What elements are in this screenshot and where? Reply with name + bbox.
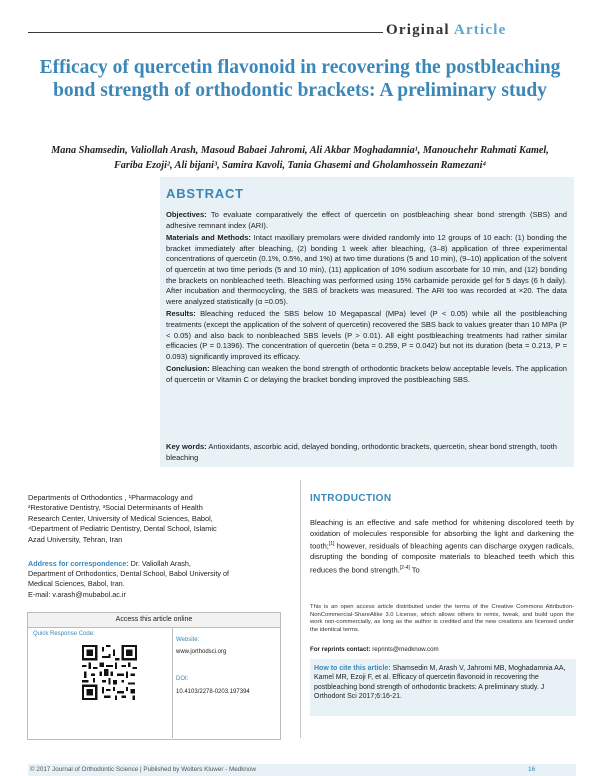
keywords (166, 442, 567, 463)
doi-link[interactable]: 10.4103/2278-0203.197394 (176, 689, 250, 695)
abstract-body (166, 210, 567, 388)
reprints-email[interactable]: reprints@medknow.com (372, 646, 439, 653)
doi-label: DOI: (176, 676, 189, 682)
introduction-body (310, 518, 574, 576)
access-box-divider (172, 628, 173, 738)
objectives-text: To evaluate comparatively the effect of quercetin on postbleaching shear bond strength (SBS) and adhesive remnant index (ARI). (166, 210, 567, 230)
affiliations (28, 493, 278, 545)
correspondence-line: Medical Sciences, Babol, Iran. (28, 579, 125, 589)
correspondence-email[interactable]: E-mail: v.arash@mubabol.ac.ir (28, 589, 126, 599)
abstract-conclusion (166, 364, 567, 385)
results-label: Results: (166, 309, 196, 319)
keywords-label: Key words: (166, 442, 207, 451)
conclusion-label: Conclusion: (166, 364, 210, 374)
article-type-word1: Original (386, 22, 450, 38)
affiliation-line: Azad University, Tehran, Iran (28, 534, 123, 544)
license-notice: This is an open access article distributed under the terms of the Creative Commons Attribution-NonCommercial-ShareAlike 3.0 License, which allows others to remix, tweak, and build upon the work non-commercially, as long as the author is credited and the new creations are licensed under the identical terms. (310, 604, 574, 633)
reprints-label: For reprints contact: (310, 646, 371, 653)
abstract-results (166, 309, 567, 362)
correspondence-label: Address for correspondence: (28, 559, 129, 568)
reprints-contact (310, 646, 574, 653)
citation-label: How to cite this article: (314, 665, 391, 672)
article-type-label (386, 22, 506, 39)
author-line-2: Fariba Ezoji², Ali bijani³, Samira Kavoli, Tania Ghasemi and Gholamhossein Ramezani⁴ (113, 160, 487, 171)
column-divider (300, 480, 301, 738)
intro-text: Bleaching is an effective and safe method for whitening discolored teeth by oxidation of molecules responsible for absorbing the light and darkening the tooth; (310, 518, 574, 551)
article-title: Efficacy of quercetin flavonoid in recovering the postbleaching bond strength of orthodontic brackets: A preliminary study (39, 57, 561, 101)
reference-marker[interactable]: [2-4] (399, 564, 410, 571)
qr-code-label: Quick Response Code: (33, 631, 95, 637)
reference-marker[interactable]: [1] (328, 541, 335, 548)
conclusion-text: Bleaching can weaken the bond strength of orthodontic brackets below acceptable levels. The application of quercetin or Vitamin C or delaying the bracket bonding improved the postbleaching SBS. (166, 364, 567, 384)
access-online-title: Access this article online (28, 613, 280, 628)
footer-copyright: © 2017 Journal of Orthodontic Science | Published by Wolters Kluwer - Medknow (30, 766, 256, 773)
correspondence-name: Dr. Valiollah Arash, (130, 559, 191, 568)
header-rule (28, 32, 383, 33)
correspondence-line: Department of Orthodontics, Dental School, Babol University of (28, 569, 229, 579)
citation-text: Shamsedin M, Arash V, Jahromi MB, Moghadamnia AA, Kamel MR, Ezoji F, et al. Efficacy of quercetin flavonoid in recovering the postbleaching bond strength of orthodontic brackets: A preliminary study. J Orthodont Sci 2017;6:16-21. (314, 665, 566, 701)
affiliation-line: ²Restorative Dentistry, ³Social Determinants of Health (28, 503, 203, 513)
methods-text: Intact maxillary premolars were divided randomly into 12 groups of 10 each: (1) bonding the bracket immediately after bleaching, (2) bonding 1 week after bleaching, (3–8) application of three experimental concentrations of quercetin (0.1%, 0.5%, and 1%) at two time durations (5 and 10 min), (9–10) application of the solvent of quercetin at two time periods (5 and 10 min), (11) application of 10% sodium ascorbate for 10 min, and (12) bonding the brackets on nonbleached teeth. Bleaching was performed using 15% carbamide peroxide gel for 5 days (6 h daily). After incubation and thermocycling, the SBS of brackets was measured. The ARI too was recorded at ×20. The data were analyzed statistically (α =0.05). (166, 233, 567, 306)
methods-label: Materials and Methods: (166, 233, 251, 243)
website-label: Website: (176, 637, 200, 643)
affiliation-line: Research Center, University of Medical Sciences, Babol, (28, 513, 213, 523)
intro-text: To (409, 565, 420, 575)
citation (314, 664, 572, 702)
article-type-word2: Article (453, 22, 507, 38)
objectives-label: Objectives: (166, 210, 207, 219)
correspondence (28, 559, 278, 600)
introduction-heading: INTRODUCTION (310, 493, 392, 504)
author-list (30, 143, 570, 173)
qr-code-icon[interactable] (82, 645, 137, 700)
page-number: 16 (528, 766, 536, 773)
affiliation-line: Departments of Orthodontics , ¹Pharmacology and (28, 493, 193, 502)
affiliation-line: ⁴Department of Pediatric Dentistry, Dental School, Islamic (28, 524, 217, 534)
abstract-objectives (166, 210, 567, 231)
website-link[interactable]: www.jorthodsci.org (176, 649, 227, 655)
results-text: Bleaching reduced the SBS below 10 Megapascal (MPa) level (P < 0.05) while all the postbleaching treatments (except the application of the solvent of quercetin) recovered the SBS back to values greater than 10 MPa (P < 0.05) and also back to nonbleached SBS levels (P > 0.01). All eight postbleaching treatments had rather similar efficacies (P = 0.1396). The concentration of quercetin (beta = 0.259, P = 0.042) but not its duration (beta = 0.213, P = 0.093) significantly improved its efficacy. (166, 309, 567, 361)
abstract-heading: ABSTRACT (166, 186, 244, 201)
author-line-1: Mana Shamsedin, Valiollah Arash, Masoud Babaei Jahromi, Ali Akbar Moghadamnia¹, Manouchehr Rahmati Kamel, (51, 145, 549, 156)
intro-text: however, residuals of bleaching agents can discharge oxygen radicals, disrupting the bonding of composite materials to bleached teeth which this reduces the bond strength. (310, 541, 574, 575)
abstract-methods (166, 233, 567, 307)
keywords-text: Antioxidants, ascorbic acid, delayed bonding, orthodontic brackets, quercetin, shear bond strength, tooth bleaching (166, 442, 558, 462)
